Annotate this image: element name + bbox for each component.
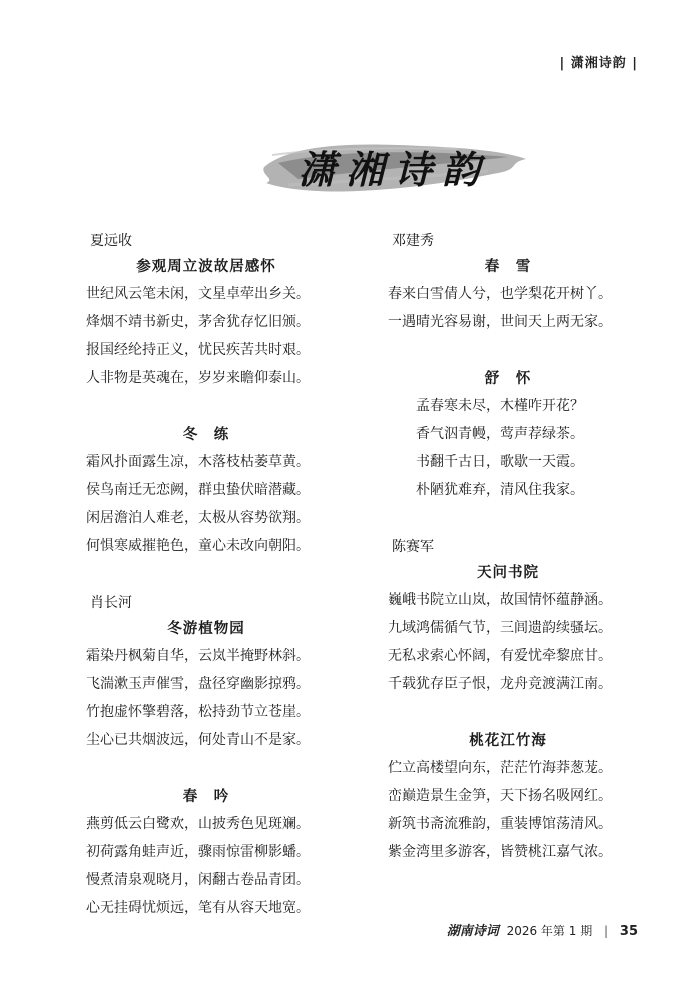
poem-line: 何惧寒威摧艳色，童心未改向朝阳。 bbox=[86, 538, 310, 554]
poem-line: 香气泅青幔，莺声荐绿茶。 bbox=[416, 426, 584, 442]
poem-line: 燕剪低云白鹭欢，山披秀色见斑斓。 bbox=[86, 816, 310, 832]
issue-label: 2026 年第 1 期 bbox=[506, 924, 593, 938]
poem-line: 慢煮清泉观晓月，闲翻古卷品青团。 bbox=[86, 872, 310, 888]
right-column bbox=[388, 228, 628, 866]
poem-line: 世纪风云笔未闲，文星卓荦出乡关。 bbox=[86, 286, 310, 302]
poem-title: 桃花江竹海 bbox=[469, 732, 547, 749]
poem-title: 冬 练 bbox=[182, 426, 230, 443]
poem-title: 舒 怀 bbox=[484, 370, 532, 387]
poem-line: 心无挂碍忧烦远，笔有从容天地宽。 bbox=[86, 900, 310, 916]
poem-title: 天问书院 bbox=[477, 564, 539, 581]
poem-line: 朴陋犹难弃，清风住我家。 bbox=[416, 482, 584, 498]
poem-line: 飞湍漱玉声催雪，盘径穿幽影掠鸦。 bbox=[86, 676, 310, 692]
poem-line: 巍峨书院立山岚，故国情怀蕴静涵。 bbox=[388, 592, 612, 608]
poem-line: 新筑书斋流雅韵，重装博馆荡清风。 bbox=[388, 816, 612, 832]
author-name: 邓建秀 bbox=[392, 233, 434, 249]
banner-title: 潇湘诗韵 bbox=[297, 147, 490, 192]
left-column bbox=[86, 228, 326, 922]
poem-line: 春来白雪倩人兮，也学梨花开树丫。 bbox=[388, 286, 612, 302]
footer-divider: | bbox=[604, 924, 609, 938]
poem-line: 一遇晴光容易谢，世间天上两无家。 bbox=[388, 314, 612, 330]
author-name: 肖长河 bbox=[90, 595, 132, 611]
poem-title: 春 吟 bbox=[182, 788, 230, 805]
poem-line: 孟春寒未尽，木槿咋开花？ bbox=[416, 398, 584, 414]
poem-line: 紫金湾里多游客，皆赞桃江嘉气浓。 bbox=[388, 844, 612, 860]
poem-line: 千载犹存臣子恨，龙舟竞渡满江南。 bbox=[388, 676, 612, 692]
poem-line: 霜染丹枫菊自华，云岚半掩野林斜。 bbox=[86, 648, 310, 664]
poem-line: 尘心已共烟波远，何处青山不是家。 bbox=[86, 732, 310, 748]
page-number: 35 bbox=[619, 924, 638, 939]
poem-line: 无私求索心怀阔，有爱忧牵黎庶甘。 bbox=[388, 648, 612, 664]
poem-line: 峦巅造景生金笋，天下扬名吸网红。 bbox=[388, 788, 612, 804]
section-tag: | 潇湘诗韵 | bbox=[559, 56, 638, 71]
poem-line: 初荷露角蛙声近，骤雨惊雷柳影蟠。 bbox=[86, 844, 310, 860]
poem-title: 参观周立波故居感怀 bbox=[136, 258, 276, 275]
poem-line: 侯鸟南迁无恋阙，群虫蛰伏暗潜藏。 bbox=[86, 482, 310, 498]
author-name: 夏远收 bbox=[90, 233, 132, 249]
title-banner bbox=[258, 133, 530, 203]
poem-line: 九域鸿儒循气节，三闾遗韵续骚坛。 bbox=[388, 620, 612, 636]
poem-line: 霜风扑面露生凉，木落枝枯萎草黄。 bbox=[86, 454, 310, 470]
poem-title: 春 雪 bbox=[484, 258, 532, 275]
poem-line: 闲居澹泊人难老，太极从容势欲翔。 bbox=[86, 510, 310, 526]
magazine-name: 湖南诗词 bbox=[446, 924, 499, 939]
poem-line: 竹抱虚怀擎碧落，松持劲节立苍崖。 bbox=[86, 704, 310, 720]
author-name: 陈赛军 bbox=[392, 539, 434, 555]
page-footer bbox=[447, 920, 638, 939]
poem-line: 书翻千古日，歌歇一天霞。 bbox=[416, 454, 584, 470]
poem-line: 烽烟不靖书新史，茅舍犹存忆旧颁。 bbox=[86, 314, 310, 330]
poem-title: 冬游植物园 bbox=[167, 620, 245, 637]
poem-line: 人非物是英魂在，岁岁来瞻仰泰山。 bbox=[86, 370, 310, 386]
poem-line: 伫立高楼望向东，茫茫竹海莽葱茏。 bbox=[388, 760, 612, 776]
poem-line: 报国经纶持正义，忧民疾苦共时艰。 bbox=[86, 342, 310, 358]
